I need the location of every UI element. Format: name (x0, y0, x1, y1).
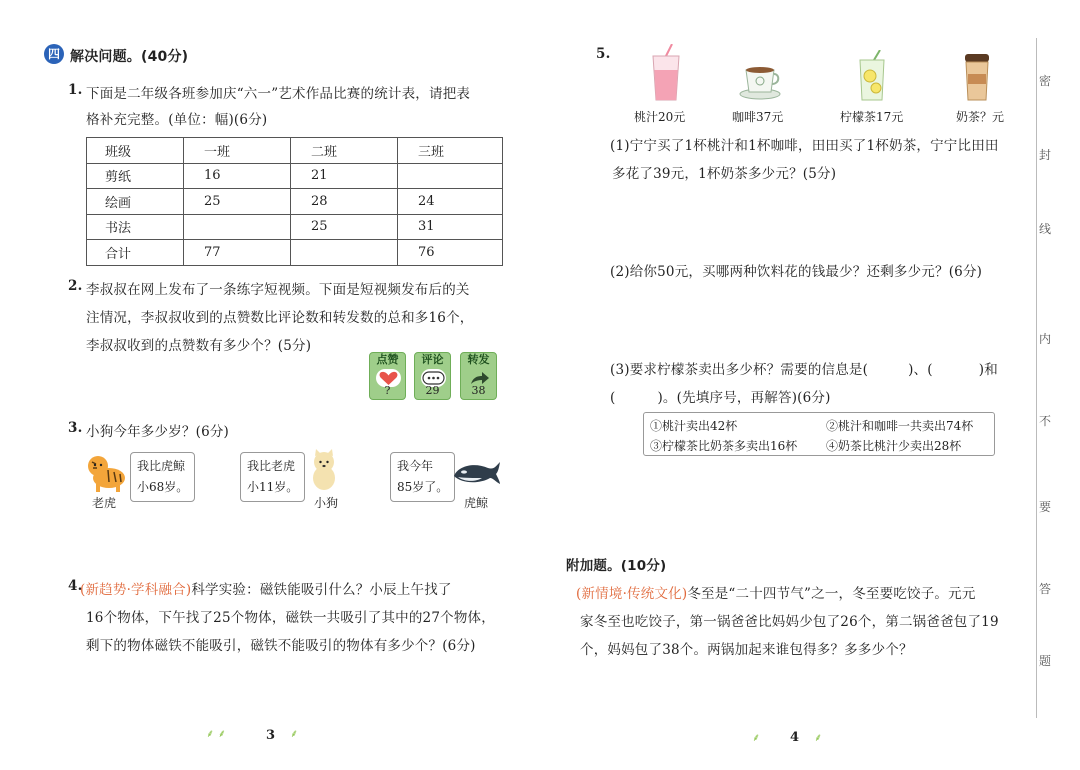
coffee-cup-icon (738, 64, 784, 104)
table-cell-blank[interactable] (398, 163, 503, 189)
table-cell: 二班 (291, 138, 398, 164)
tiger-speech-bubble (130, 452, 195, 502)
table-row (87, 214, 503, 240)
table-cell-blank[interactable] (184, 214, 291, 240)
badge-title: 评论 (421, 353, 444, 366)
seal-char: 内 (1038, 332, 1051, 346)
q2-number: 2. (68, 278, 83, 294)
badge-value: 38 (471, 384, 486, 397)
seal-char: 密 (1038, 74, 1051, 88)
badge-title: 点赞 (376, 353, 399, 366)
table-cell: 77 (184, 240, 291, 266)
bubble-line: 小68岁。 (137, 480, 189, 494)
bubble-line: 85岁了。 (397, 480, 449, 494)
q5-part3-text-e: )。(先填序号，再解答)(6分) (657, 390, 831, 406)
milk-tea-icon (962, 52, 992, 106)
q5-part1-line1: (1)宁宁买了1杯桃汁和1杯咖啡，田田买了1杯奶茶，宁宁比田田 (610, 138, 999, 154)
info-options-box (643, 412, 995, 456)
info-option-1: ①桃汁卖出42杯 (650, 419, 738, 433)
q4-tag: (新趋势·学科融合) (80, 582, 192, 598)
q5-part1-line2: 多花了39元，1杯奶茶多少元？(5分) (612, 166, 837, 182)
seal-char: 线 (1038, 222, 1051, 236)
leaf-decoration-icon: ⸙ (814, 731, 823, 744)
table-cell-blank[interactable] (291, 240, 398, 266)
q1-text-line2: 格补充完整。(单位：幅)(6分) (86, 112, 268, 128)
peach-juice-icon (650, 44, 682, 106)
q4-line1-text: 科学实验：磁铁能吸引什么？小辰上午找了 (191, 582, 452, 598)
whale-speech-bubble (390, 452, 455, 502)
q2-text-line3: 李叔叔收到的点赞数有多少个？(5分) (86, 338, 312, 354)
q2-text-line2: 注情况，李叔叔收到的点赞数比评论数和转发数的总和多16个， (86, 310, 474, 326)
table-cell: 剪纸 (87, 163, 184, 189)
q1-text-line1: 下面是二年级各班参加庆“六一”艺术作品比赛的统计表，请把表 (86, 86, 471, 102)
leaf-decoration-icon: ⸙ (290, 727, 299, 740)
tiger-icon (84, 448, 130, 498)
page-number-left: 3 (266, 728, 276, 743)
q2-text-line1: 李叔叔在网上发布了一条练字短视频。下面是短视频发布后的关 (86, 282, 470, 298)
table-cell: 24 (398, 189, 503, 215)
table-cell: 一班 (184, 138, 291, 164)
q5-number: 5. (596, 46, 611, 62)
badge-value: ? (384, 384, 391, 397)
table-cell: 绘画 (87, 189, 184, 215)
drink-label-milk-tea: 奶茶？元 (956, 110, 1005, 124)
dog-speech-bubble (240, 452, 305, 502)
bonus-line3: 个，妈妈包了38个。两锅加起来谁包得多？多多少个？ (580, 642, 913, 658)
table-cell: 三班 (398, 138, 503, 164)
seal-char: 题 (1038, 654, 1051, 668)
dog-icon (306, 448, 342, 496)
bonus-line1 (576, 582, 976, 602)
drink-label-coffee: 咖啡37元 (732, 110, 784, 124)
q5-part3-text-c: )和 (978, 362, 998, 378)
page-number-right: 4 (790, 730, 800, 745)
leaf-decoration-icon: ⸙ (752, 731, 761, 744)
orca-icon (452, 458, 502, 492)
seal-char: 要 (1038, 500, 1051, 514)
leaf-decoration-icon: ⸙ ⸙ (206, 727, 226, 740)
info-option-3: ③柠檬茶比奶茶多卖出16杯 (650, 439, 798, 453)
section-title: 解决问题。(40分) (70, 49, 189, 65)
table-cell: 28 (291, 189, 398, 215)
table-cell: 31 (398, 214, 503, 240)
dog-label: 小狗 (314, 496, 339, 510)
lemon-tea-icon (856, 50, 888, 106)
table-cell: 21 (291, 163, 398, 189)
q4-line3: 剩下的物体磁铁不能吸引，磁铁不能吸引的物体有多少个？(6分) (86, 638, 476, 654)
bonus-title: 附加题。(10分) (566, 558, 667, 574)
bubble-line: 我比虎鲸 (137, 459, 186, 473)
q5-part3-line2 (610, 386, 831, 406)
bubble-line: 小11岁。 (247, 480, 299, 494)
q5-part3-line1 (610, 358, 998, 378)
info-option-2: ②桃汁和咖啡一共卖出74杯 (826, 419, 974, 433)
info-option-4: ④奶茶比桃汁少卖出28杯 (826, 439, 962, 453)
q5-part3-text-d: ( (610, 390, 616, 406)
table-header-row (87, 138, 503, 164)
stats-table (86, 137, 503, 266)
table-row (87, 189, 503, 215)
section-number-badge: 四 (44, 44, 64, 64)
q5-part3-text-b: )、( (908, 362, 933, 378)
q4-number: 4. (68, 578, 83, 594)
bubble-line: 我比老虎 (247, 459, 296, 473)
table-cell: 班级 (87, 138, 184, 164)
seal-char: 不 (1038, 414, 1051, 428)
seal-char: 答 (1038, 582, 1051, 596)
table-row (87, 163, 503, 189)
likes-badge (369, 352, 406, 400)
bonus-tag: (新情境·传统文化) (576, 586, 688, 602)
q3-text: 小狗今年多少岁？(6分) (86, 424, 230, 440)
q1-number: 1. (68, 82, 83, 98)
q4-line2: 16个物体，下午找了25个物体，磁铁一共吸引了其中的27个物体， (86, 610, 495, 626)
table-cell: 合计 (87, 240, 184, 266)
bubble-line: 我今年 (397, 459, 434, 473)
table-cell: 76 (398, 240, 503, 266)
q5-part2: (2)给你50元，买哪两种饮料花的钱最少？还剩多少元？(6分) (610, 264, 983, 280)
comments-badge (414, 352, 451, 400)
table-cell: 16 (184, 163, 291, 189)
seal-char: 封 (1038, 148, 1051, 162)
q3-number: 3. (68, 420, 83, 436)
table-cell: 25 (184, 189, 291, 215)
seal-line (1036, 38, 1037, 718)
q5-part3-text-a: (3)要求柠檬茶卖出多少杯？需要的信息是( (610, 362, 869, 378)
bonus-line1-text: 冬至是“二十四节气”之一，冬至要吃饺子。元元 (687, 586, 976, 602)
tiger-label: 老虎 (92, 496, 117, 510)
whale-label: 虎鲸 (464, 496, 489, 510)
badge-title: 转发 (467, 353, 490, 366)
q4-line1 (80, 578, 452, 598)
badge-value: 29 (425, 384, 440, 397)
drink-label-peach: 桃汁20元 (634, 110, 686, 124)
table-row (87, 240, 503, 266)
table-cell: 书法 (87, 214, 184, 240)
shares-badge (460, 352, 497, 400)
table-cell: 25 (291, 214, 398, 240)
drink-label-lemon-tea: 柠檬茶17元 (840, 110, 904, 124)
bonus-line2: 家冬至也吃饺子，第一锅爸爸比妈妈少包了26个，第二锅爸爸包了19 (580, 614, 999, 630)
